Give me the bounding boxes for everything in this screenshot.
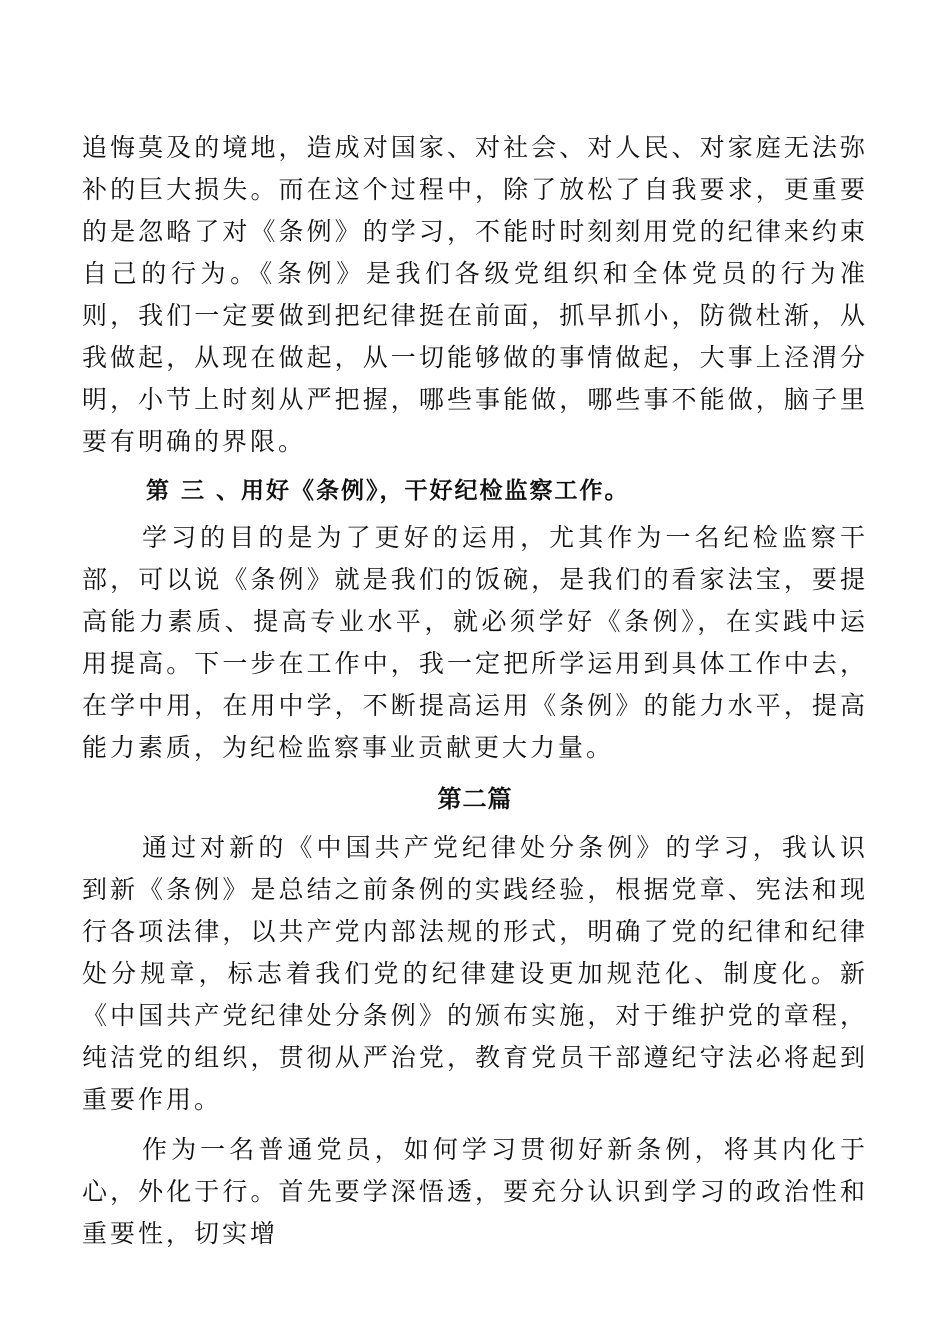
- section-heading-third: 第 三 、用好《条例》，干好纪检监察工作。: [146, 478, 630, 504]
- section-title: 第二篇: [437, 785, 513, 813]
- paragraph-usage: 学习的目的是为了更好的运用，尤其作为一名纪检监察干部，可以说《条例》就是我们的饭碗，是我们的看家法宝，要提高能力素质、提高专业水平，就必须学好《条例》，在实践中运用提高。下一步在工作中，我一定把所学运用到具体工作中去，在学中用，在用中学，不断提高运用《条例》的能力水平，提高能力素质，为纪检监察事业贡献更大力量。: [82, 523, 868, 762]
- paragraph-intro: 通过对新的《中国共产党纪律处分条例》的学习，我认识到新《条例》是总结之前条例的实践经验，根据党章、宪法和现行各项法律，以共产党内部法规的形式，明确了党的纪律和纪律处分规章，标志着我们党的纪律建设更加规范化、制度化。新《中国共产党纪律处分条例》的颁布实施，对于维护党的章程，纯洁党的组织，贯彻从严治党，教育党员干部遵纪守法必将起到重要作用。: [82, 833, 868, 1114]
- document-page: [82, 127, 868, 1263]
- paragraph-member: 作为一名普通党员，如何学习贯彻好新条例，将其内化于心，外化于行。首先要学深悟透，要充分认识到学习的政治性和重要性，切实增: [82, 1135, 868, 1248]
- paragraph-continuation: 追悔莫及的境地，造成对国家、对社会、对人民、对家庭无法弥补的巨大损失。而在这个过程中，除了放松了自我要求，更重要的是忽略了对《条例》的学习，不能时时刻刻用党的纪律来约束自己的行为。《条例》是我们各级党组织和全体党员的行为准则，我们一定要做到把纪律挺在前面，抓早抓小，防微杜渐，从我做起，从现在做起，从一切能够做的事情做起，大事上泾渭分明，小节上时刻从严把握，哪些事能做，哪些事不能做，脑子里要有明确的界限。: [82, 133, 868, 456]
